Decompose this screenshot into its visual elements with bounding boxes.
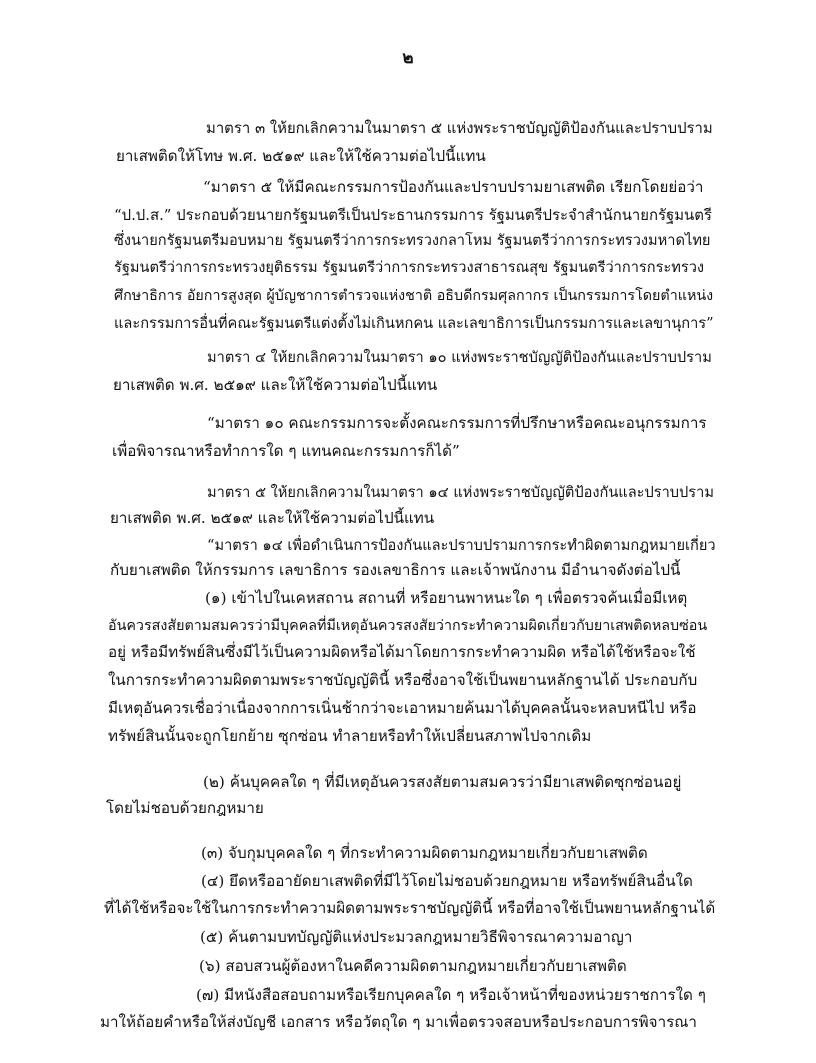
section-3-quote-line: รัฐมนตรีว่าการกระทรวงยุติธรรม รัฐมนตรีว่าการกระทรวงสาธารณสุข รัฐมนตรีว่าการกระทรวง: [114, 259, 705, 276]
section-5-quote-line: “มาตรา ๑๔ เพื่อดำเนินการป้องกันและปราบปรามการกระทำผิดตามกฎหมายเกี่ยว: [207, 537, 716, 554]
section-3-text-line: ยาเสพติดให้โทษ พ.ศ. ๒๕๑๙ และให้ใช้ความต่อไปนี้แทน: [116, 147, 486, 165]
item-1-line: (๑) เข้าไปในเคหสถาน สถานที่ หรือยานพาหนะใด ๆ เพื่อตรวจค้นเมื่อมีเหตุ: [205, 589, 688, 607]
item-4-line: (๔) ยึดหรืออายัดยาเสพติดที่มีไว้โดยไม่ชอบด้วยกฎหมาย หรือทรัพย์สินอื่นใด: [201, 872, 693, 890]
item-2-line: (๒) ค้นบุคคลใด ๆ ที่มีเหตุอันควรสงสัยตามสมควรว่ามียาเสพติดซุกซ่อนอยู่: [203, 773, 682, 791]
item-1-line: มีเหตุอันควรเชื่อว่าเนื่องจากการเนิ่นช้ากว่าจะเอาหมายค้นมาได้บุคคลนั้นจะหลบหนีไป หรือ: [108, 699, 697, 717]
section-3-quote-line: ซึ่งนายกรัฐมนตรีมอบหมาย รัฐมนตรีว่าการกระทรวงกลาโหม รัฐมนตรีว่าการกระทรวงมหาดไทย: [114, 232, 711, 249]
section-3-quote-line: ศึกษาธิการ อัยการสูงสุด ผู้บัญชาการตำรวจแห่งชาติ อธิบดีกรมศุลกากร เป็นกรรมการโดยตำแหน่ง: [114, 288, 714, 304]
section-5-text-line: ยาเสพติด พ.ศ. ๒๕๑๙ และให้ใช้ความต่อไปนี้แทน: [110, 509, 435, 527]
item-1-line: อยู่ หรือมีทรัพย์สินซึ่งมีไว้เป็นความผิดหรือได้มาโดยการกระทำความผิด หรือได้ใช้หรือจะใช้: [108, 643, 696, 661]
section-5-heading-line: มาตรา ๕ ให้ยกเลิกความในมาตรา ๑๔ แห่งพระราชบัญญัติป้องกันและปราบปราม: [207, 484, 714, 501]
section-4-quote-line: เพื่อพิจารณาหรือทำการใด ๆ แทนคณะกรรมการก็ได้”: [112, 442, 460, 460]
item-3-line: (๓) จับกุมบุคคลใด ๆ ที่กระทำความผิดตามกฎหมายเกี่ยวกับยาเสพติด: [201, 844, 648, 862]
section-5-quote-line: กับยาเสพติด ให้กรรมการ เลขาธิการ รองเลขาธิการ และเจ้าพนักงาน มีอำนาจดังต่อไปนี้: [110, 561, 681, 579]
section-3-quote-line: “มาตรา ๕ ให้มีคณะกรรมการป้องกันและปราบปรามยาเสพติด เรียกโดยย่อว่า: [203, 178, 704, 196]
section-3-quote-line: และกรรมการอื่นที่คณะรัฐมนตรีแต่งตั้งไม่เกินหกคน และเลขาธิการเป็นกรรมการและเลขานุการ”: [114, 315, 714, 332]
section-4-heading-line: มาตรา ๔ ให้ยกเลิกความในมาตรา ๑๐ แห่งพระราชบัญญัติป้องกันและปราบปราม: [207, 349, 712, 366]
item-5-line: (๕) ค้นตามบทบัญญัติแห่งประมวลกฎหมายวิธีพิจารณาความอาญา: [200, 928, 633, 946]
item-4-line: ที่ได้ใช้หรือจะใช้ในการกระทำความผิดตามพระราชบัญญัตินี้ หรือที่อาจใช้เป็นพยานหลักฐานได้: [104, 899, 716, 917]
item-7-line: มาให้ถ้อยคำหรือให้ส่งบัญชี เอกสาร หรือวัตถุใด ๆ มาเพื่อตรวจสอบหรือประกอบการพิจารณา: [100, 1013, 697, 1031]
item-1-line: ทรัพย์สินนั้นจะถูกโยกย้าย ซุกซ่อน ทำลายหรือทำให้เปลี่ยนสภาพไปจากเดิม: [108, 727, 592, 745]
section-4-quote-line: “มาตรา ๑๐ คณะกรรมการจะตั้งคณะกรรมการที่ปรึกษาหรือคณะอนุกรรมการ: [207, 414, 707, 432]
item-6-line: (๖) สอบสวนผู้ต้องหาในคดีความผิดตามกฎหมายเกี่ยวกับยาเสพติด: [199, 957, 627, 975]
page-number: ๒: [402, 48, 414, 68]
section-3-heading-line: มาตรา ๓ ให้ยกเลิกความในมาตรา ๕ แห่งพระราชบัญญัติป้องกันและปราบปราม: [206, 119, 713, 137]
item-1-line: ในการกระทำความผิดตามพระราชบัญญัตินี้ หรือซึ่งอาจใช้เป็นพยานหลักฐานได้ ประกอบกับ: [108, 671, 698, 689]
section-3-quote-line: “ป.ป.ส.” ประกอบด้วยนายกรัฐมนตรีเป็นประธานกรรมการ รัฐมนตรีประจำสำนักนายกรัฐมนตรี: [114, 206, 712, 224]
item-2-line: โดยไม่ชอบด้วยกฎหมาย: [106, 799, 264, 817]
item-7-line: (๗) มีหนังสือสอบถามหรือเรียกบุคคลใด ๆ หรือเจ้าหน้าที่ของหน่วยราชการใด ๆ: [196, 986, 706, 1004]
item-1-line: อันควรสงสัยตามสมควรว่ามีบุคคลที่มีเหตุอันควรสงสัยว่ากระทำความผิดเกี่ยวกับยาเสพติดหลบซ่อน: [108, 618, 708, 634]
section-4-text-line: ยาเสพติด พ.ศ. ๒๕๑๙ และให้ใช้ความต่อไปนี้แทน: [113, 376, 438, 394]
